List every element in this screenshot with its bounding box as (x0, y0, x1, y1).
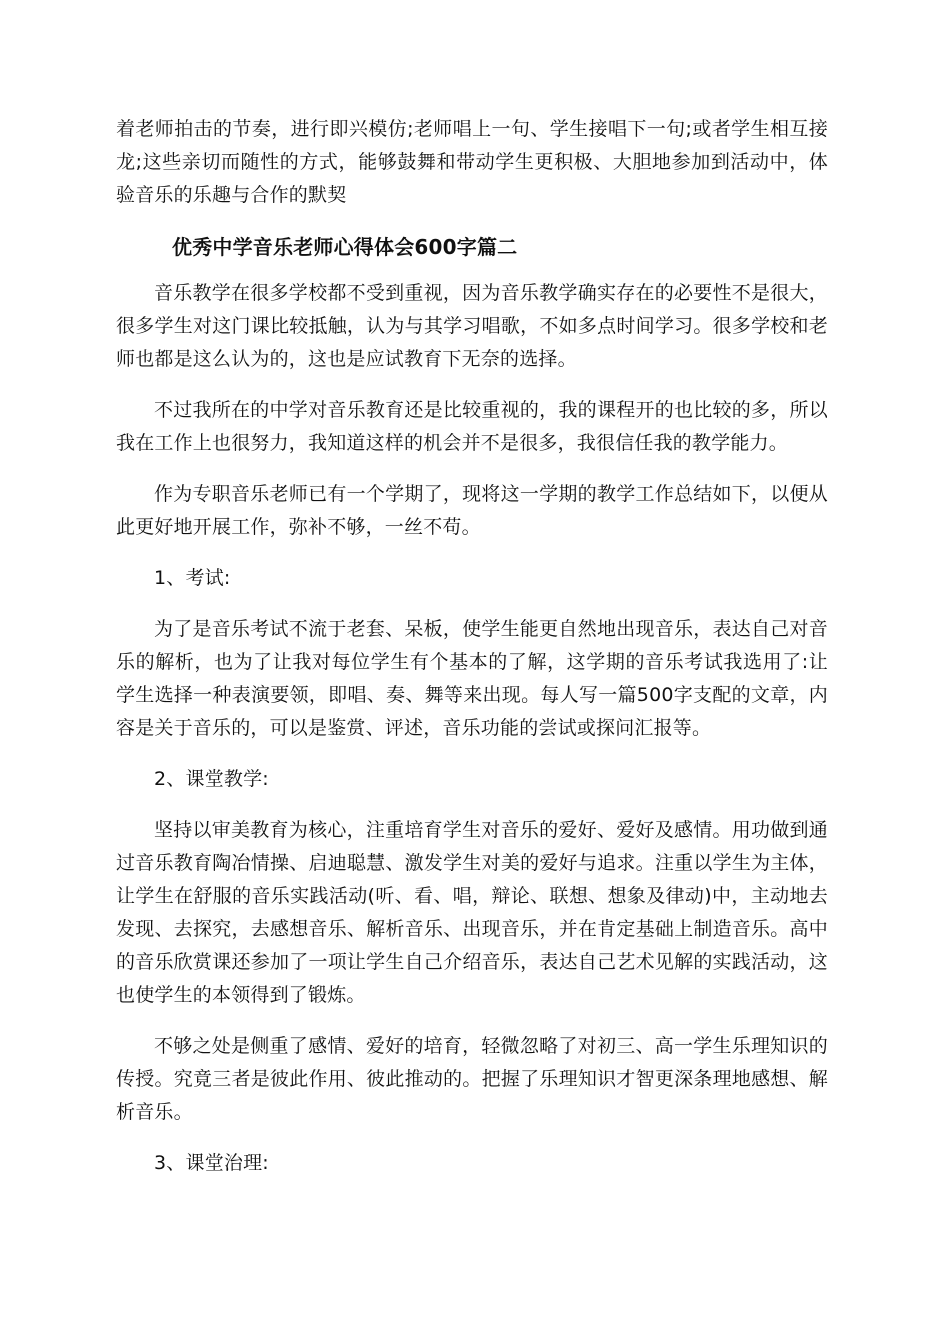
numbered-subheading: 2、课堂教学: (154, 768, 269, 790)
paragraph: 为了是音乐考试不流于老套、呆板，使学生能更自然地出现音乐，表达自己对音乐的解析，也为了让我对每位学生有个基本的了解，这学期的音乐考试我选用了:让学生选择一种表演要领，即唱、奏、舞等来出现。每人写一篇500字支配的文章，内容是关于音乐的，可以是鉴赏、评述，音乐功能的尝试或探问汇报等。 (116, 618, 828, 739)
numbered-subheading: 3、课堂治理: (154, 1152, 269, 1174)
paragraph: 作为专职音乐老师已有一个学期了，现将这一学期的教学工作总结如下，以便从此更好地开展工作，弥补不够，一丝不苟。 (116, 483, 828, 538)
paragraph: 不过我所在的中学对音乐教育还是比较重视的，我的课程开的也比较的多，所以我在工作上也很努力，我知道这样的机会并不是很多，我很信任我的教学能力。 (116, 399, 828, 454)
paragraph: 不够之处是侧重了感情、爱好的培育，轻微忽略了对初三、高一学生乐理知识的传授。究竟三者是彼此作用、彼此推动的。把握了乐理知识才智更深条理地感想、解析音乐。 (116, 1035, 828, 1123)
continuation-paragraph: 着老师拍击的节奏，进行即兴模仿;老师唱上一句、学生接唱下一句;或者学生相互接龙;这些亲切而随性的方式，能够鼓舞和带动学生更积极、大胆地参加到活动中，体验音乐的乐趣与合作的默契 (116, 118, 828, 206)
document-body (116, 113, 828, 1180)
paragraph: 坚持以审美教育为核心，注重培育学生对音乐的爱好、爱好及感情。用功做到通过音乐教育陶冶情操、启迪聪慧、激发学生对美的爱好与追求。注重以学生为主体，让学生在舒服的音乐实践活动(听、看、唱，辩论、联想、想象及律动)中，主动地去发现、去探究，去感想音乐、解析音乐、出现音乐，并在肯定基础上制造音乐。高中的音乐欣赏课还参加了一项让学生自己介绍音乐，表达自己艺术见解的实践活动，这也使学生的本领得到了锻炼。 (116, 819, 828, 1006)
paragraph: 音乐教学在很多学校都不受到重视，因为音乐教学确实存在的必要性不是很大，很多学生对这门课比较抵触，认为与其学习唱歌，不如多点时间学习。很多学校和老师也都是这么认为的，这也是应试教育下无奈的选择。 (116, 282, 828, 370)
section-heading: 优秀中学音乐老师心得体会600字篇二 (172, 235, 518, 259)
numbered-subheading: 1、考试: (154, 567, 231, 589)
